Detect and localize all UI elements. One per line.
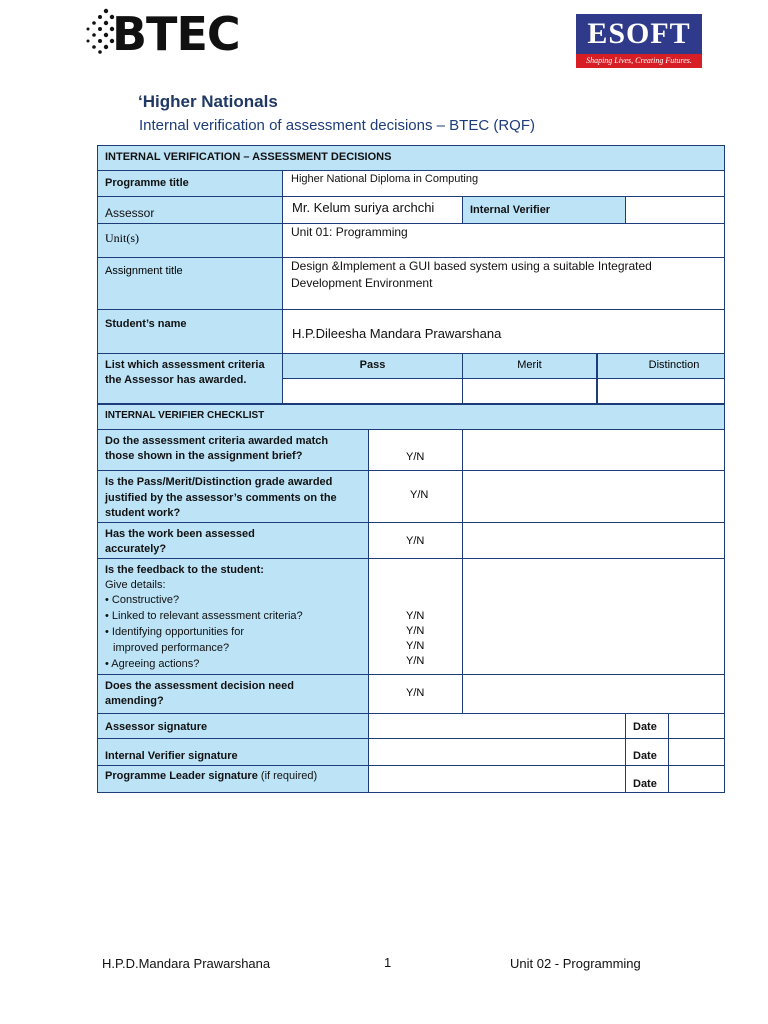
pl-date-field[interactable] [668,765,725,793]
internal-verifier-label-cell [462,196,626,224]
question-1-line1: Do the assessment criteria awarded match [105,435,329,447]
assignment-title-line2: Development Environment [291,276,433,290]
esoft-logo [576,14,702,68]
assignment-title-label: Assignment title [105,265,183,277]
programme-title-field[interactable] [282,170,725,197]
student-name-value: H.P.Dileesha Mandara Prawarshana [292,326,502,341]
iv-date-field[interactable] [668,738,725,766]
merit-field[interactable] [462,378,597,404]
pl-date-label: Date [633,778,657,790]
section-heading-text: INTERNAL VERIFICATION – ASSESSMENT DECISIONS [105,151,392,163]
iv-date-label: Date [633,750,657,762]
section-heading-decisions [97,145,725,171]
question-4-cell [97,558,369,675]
question-4-yn-3: Y/N [406,640,425,652]
question-1-cell [97,429,369,471]
assignment-title-label-cell [97,257,283,310]
distinction-header [596,353,725,379]
question-5-line2: amending? [105,695,164,707]
section-heading-checklist [97,404,725,430]
question-2-yn: Y/N [410,489,429,501]
question-3-line2: accurately? [105,543,167,555]
question-4-line6: improved performance? [113,642,230,654]
programme-title-label: Programme title [105,177,189,189]
iv-date-label-cell [625,738,669,766]
assessor-field[interactable] [282,196,463,224]
question-3-cell [97,522,369,559]
pl-signature-field[interactable] [368,765,626,793]
pl-signature-note: (if required) [260,770,318,782]
question-1-yn-field[interactable] [368,429,463,471]
footer-page-number: 1 [384,955,392,970]
assessor-date-field[interactable] [668,713,725,739]
assessor-value: Mr. Kelum suriya archchi [292,200,435,215]
question-2-line1: Is the Pass/Merit/Distinction grade awarded [105,476,333,488]
distinction-label: Distinction [648,359,700,371]
pass-label: Pass [359,359,386,371]
question-3-yn-field[interactable] [368,522,463,559]
question-4-line3: • Constructive? [105,594,180,606]
criteria-label-cell [97,353,283,404]
question-2-line2: justified by the assessor’s comments on the [105,492,337,504]
question-2-cell [97,470,369,523]
pass-header [282,353,463,379]
assessor-date-label: Date [633,721,657,733]
question-2-comment-field[interactable] [462,470,725,523]
esoft-tagline: Shaping Lives, Creating Futures. [576,54,702,68]
checklist-heading-text: INTERNAL VERIFIER CHECKLIST [105,410,265,421]
question-5-yn-field[interactable] [368,674,463,714]
question-4-yn-1: Y/N [406,610,425,622]
question-4-line1: Is the feedback to the student: [105,564,264,576]
question-1-line2: those shown in the assignment brief? [105,450,303,462]
assessor-label: Assessor [105,206,155,220]
iv-signature-field[interactable] [368,738,626,766]
pl-signature-label: Programme Leader signature [105,770,258,782]
student-name-field[interactable] [282,309,725,354]
question-2-line3: student work? [105,507,181,519]
btec-logo [84,8,244,60]
distinction-field[interactable] [596,378,725,404]
footer-author: H.P.D.Mandara Prawarshana [102,956,271,971]
pl-signature-label-cell [97,765,369,793]
iv-signature-label-cell [97,738,369,766]
question-4-yn-2: Y/N [406,625,425,637]
units-value: Unit 01: Programming [291,225,408,239]
page-subtitle: Internal verification of assessment decisions – BTEC (RQF) [139,117,535,134]
units-label-cell [97,223,283,258]
question-5-cell [97,674,369,714]
question-3-line1: Has the work been assessed [105,528,255,540]
question-4-line2: Give details: [105,579,166,591]
units-field[interactable] [282,223,725,258]
programme-title-value: Higher National Diploma in Computing [291,173,479,185]
footer-unit: Unit 02 - Programming [510,956,641,971]
question-4-line5: • Identifying opportunities for [105,626,244,638]
assessor-date-label-cell [625,713,669,739]
question-4-yn-field[interactable] [368,558,463,675]
question-4-comment-field[interactable] [462,558,725,675]
criteria-label-line2: the Assessor has awarded. [105,374,247,386]
btec-logo-text: BTEC [112,7,240,61]
pass-field[interactable] [282,378,463,404]
merit-header [462,353,597,379]
pl-signature-label-wrap [105,770,317,782]
internal-verifier-field[interactable] [625,196,725,224]
question-5-line1: Does the assessment decision need [105,680,294,692]
merit-label: Merit [517,359,542,371]
iv-signature-label: Internal Verifier signature [105,750,238,762]
units-label: Unit(s) [105,231,139,245]
pl-date-label-cell [625,765,669,793]
question-3-comment-field[interactable] [462,522,725,559]
assignment-title-field[interactable] [282,257,725,310]
programme-title-label-cell [97,170,283,197]
assignment-title-line1: Design &Implement a GUI based system using a suitable Integrated [291,259,652,273]
question-5-yn: Y/N [406,687,425,699]
internal-verifier-label: Internal Verifier [470,204,551,216]
student-name-label-cell [97,309,283,354]
assessor-label-cell [97,196,283,224]
question-2-yn-field[interactable] [368,470,463,523]
assessor-signature-field[interactable] [368,713,626,739]
criteria-label-line1: List which assessment criteria [105,359,265,371]
question-4-line4: • Linked to relevant assessment criteria? [105,610,303,622]
assessor-signature-label: Assessor signature [105,721,208,733]
question-5-comment-field[interactable] [462,674,725,714]
student-name-label: Student’s name [105,318,187,330]
question-1-comment-field[interactable] [462,429,725,471]
question-4-line7: • Agreeing actions? [105,658,200,670]
assessor-signature-label-cell [97,713,369,739]
question-4-yn-4: Y/N [406,655,425,667]
page-title: ‘Higher Nationals [138,92,278,111]
esoft-logo-text: ESOFT [587,17,691,50]
question-1-yn: Y/N [406,451,425,463]
question-3-yn: Y/N [406,535,425,547]
